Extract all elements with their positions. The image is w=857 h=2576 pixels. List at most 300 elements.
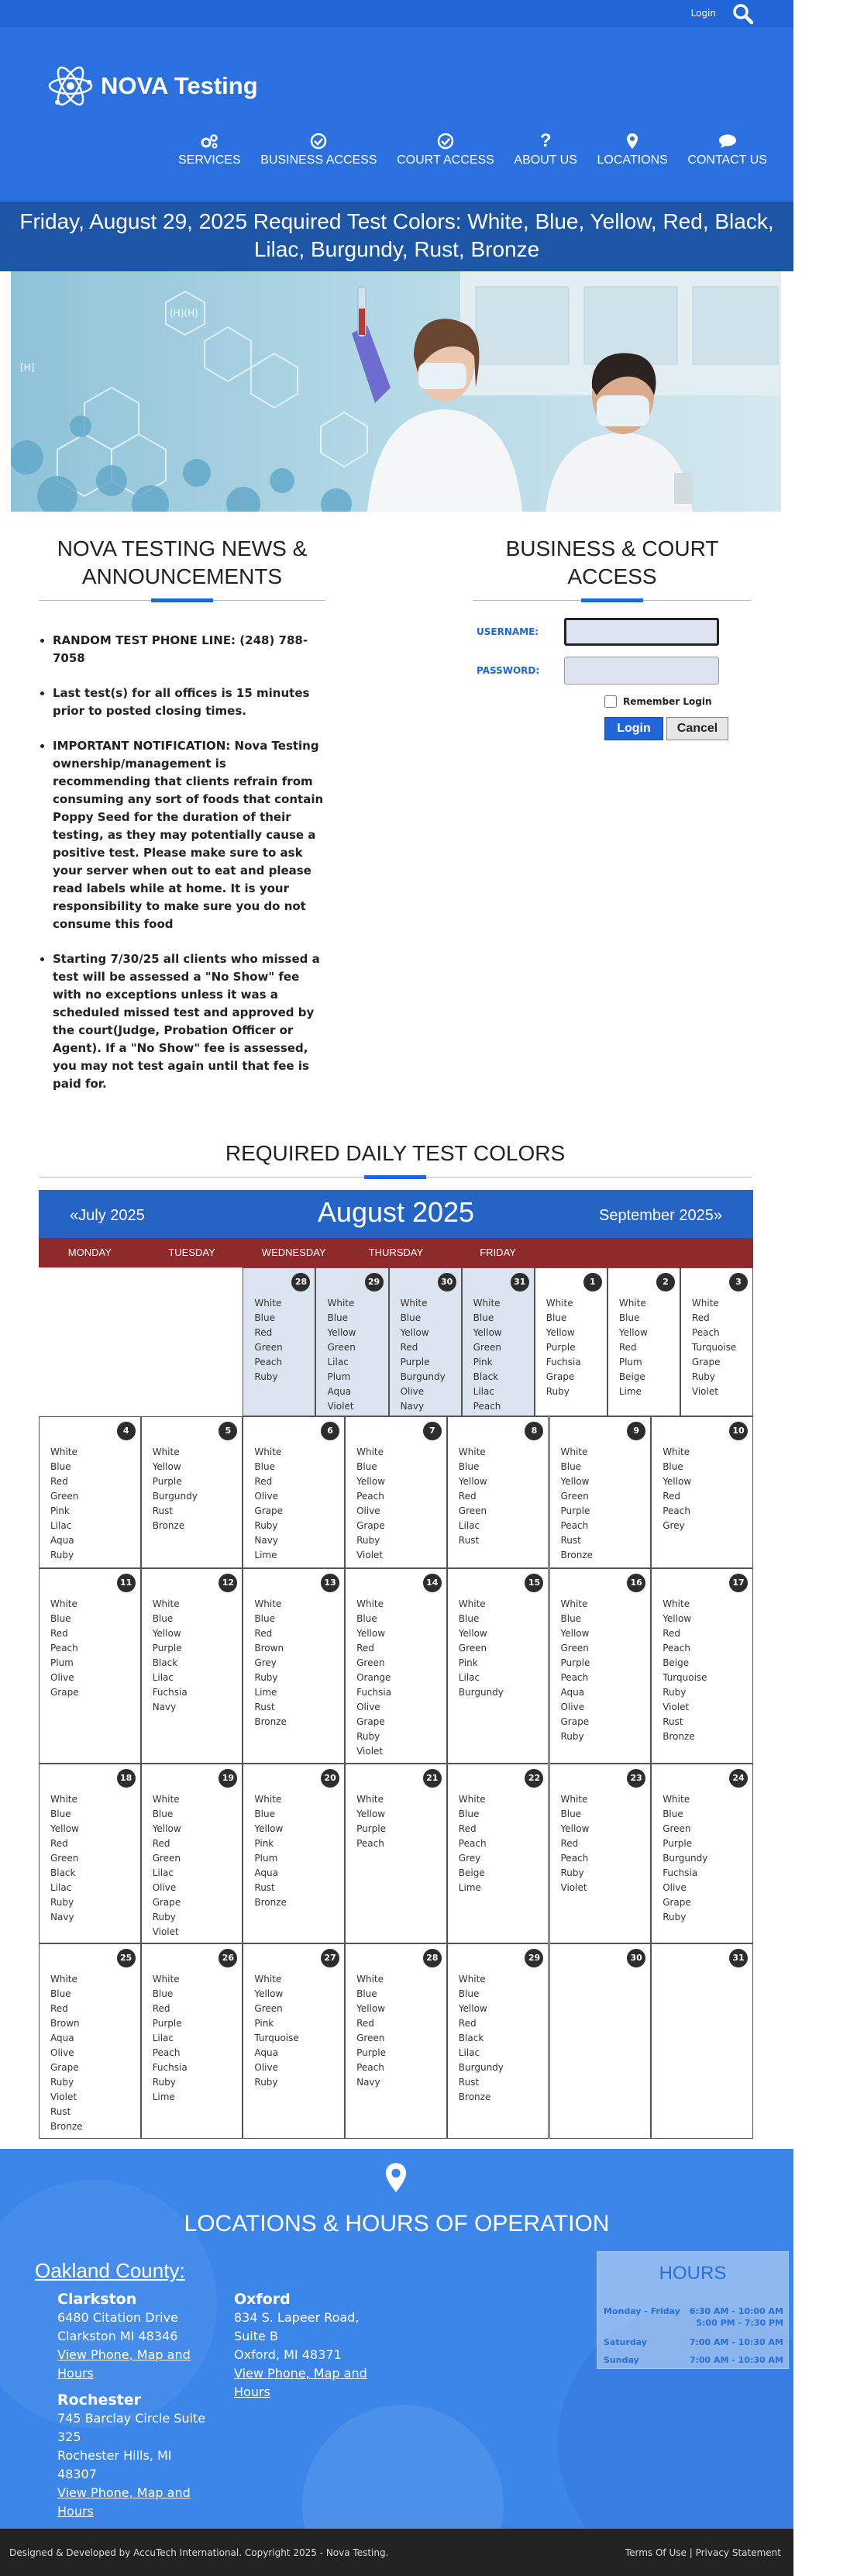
color-entry: Purple: [546, 1342, 576, 1353]
county-heading[interactable]: Oakland County:: [35, 2259, 185, 2282]
top-bar: [0, 0, 793, 27]
color-entry: Lilac: [50, 1520, 72, 1531]
day-number-badge: 7: [423, 1422, 442, 1440]
color-entry: Turquoise: [254, 2033, 299, 2043]
color-entry: Peach: [663, 1643, 690, 1654]
check-circle-icon: [437, 133, 454, 150]
color-entry: Yellow: [356, 1628, 386, 1639]
color-entry: Bronze: [560, 1550, 594, 1560]
office-link[interactable]: Hours: [57, 2366, 94, 2381]
color-entry: Red: [50, 1476, 68, 1487]
color-entry: Red: [356, 1643, 374, 1654]
day-number-badge: 24: [729, 1769, 748, 1788]
color-entry: Aqua: [50, 2033, 74, 2043]
search-icon[interactable]: [731, 3, 755, 25]
color-entry: Yellow: [356, 1809, 386, 1819]
color-entry: Lime: [254, 1687, 277, 1698]
color-entry: Purple: [356, 2047, 386, 2058]
logo[interactable]: [46, 62, 258, 110]
day-number-badge: 9: [627, 1422, 645, 1440]
color-entry: Green: [356, 2033, 385, 2043]
day-number-badge: 2: [656, 1273, 675, 1291]
terms-link[interactable]: Terms Of Use: [625, 2547, 687, 2558]
color-entry: White: [618, 1298, 646, 1309]
color-entry: Blue: [458, 1613, 480, 1624]
calendar-day: [651, 1943, 753, 2139]
color-entry: Blue: [458, 1461, 480, 1472]
color-entry: Violet: [356, 1550, 384, 1560]
nav-label: CONTACT US: [687, 153, 767, 167]
color-entry: Olive: [50, 1672, 74, 1683]
color-entry: Black: [458, 2033, 484, 2043]
color-entry: Plum: [254, 1853, 278, 1864]
day-number-badge: 12: [219, 1574, 237, 1592]
calendar-section-title: [39, 1140, 752, 1178]
color-list: [459, 1445, 487, 1548]
color-entry: White: [152, 1598, 180, 1609]
color-entry: White: [50, 1794, 77, 1805]
color-list: [663, 1792, 707, 1925]
hours-table: [604, 2306, 783, 2365]
color-entry: Red: [50, 1838, 68, 1849]
news-section: [39, 535, 325, 1110]
color-entry: Purple: [152, 1476, 182, 1487]
color-entry: Burgundy: [400, 1371, 446, 1382]
color-entry: White: [560, 1794, 588, 1805]
color-entry: Plum: [618, 1357, 642, 1367]
office-link[interactable]: View Phone, Map and: [57, 2347, 191, 2362]
color-entry: Navy: [356, 2077, 380, 2088]
calendar-day: [315, 1267, 388, 1416]
color-list: [459, 1792, 487, 1895]
hours-row: [604, 2306, 783, 2316]
color-entry: Burgundy: [458, 1687, 504, 1698]
color-list: [50, 1792, 79, 1925]
color-entry: Blue: [254, 1809, 275, 1819]
username-row: [473, 618, 752, 646]
username-input[interactable]: [564, 618, 719, 646]
color-entry: Blue: [50, 1461, 71, 1472]
day-number-badge: 21: [423, 1769, 442, 1788]
nav-label: ABOUT US: [514, 153, 577, 167]
nav-services[interactable]: [178, 132, 241, 167]
color-entry: Lime: [618, 1386, 642, 1397]
color-entry: Purple: [152, 2018, 182, 2029]
color-entry: Blue: [356, 1461, 377, 1472]
office-address: Clarkston MI 48346: [57, 2329, 178, 2343]
color-entry: Beige: [663, 1657, 690, 1668]
nav-label: COURT ACCESS: [397, 153, 494, 167]
privacy-link[interactable]: Privacy Statement: [695, 2547, 781, 2558]
color-entry: Green: [50, 1491, 79, 1502]
color-list: [561, 1597, 590, 1744]
question-icon: ?: [539, 130, 552, 151]
calendar-day: [345, 1943, 447, 2139]
color-list: [50, 1445, 78, 1563]
color-entry: Ruby: [356, 1731, 380, 1742]
color-entry: Red: [560, 1838, 579, 1849]
color-entry: Blue: [50, 1613, 71, 1624]
day-number-badge: 6: [321, 1422, 339, 1440]
calendar-day: [651, 1568, 753, 1764]
nav-about-us[interactable]: [514, 132, 577, 167]
footer-bar: [0, 2529, 793, 2576]
color-entry: Ruby: [152, 1912, 176, 1923]
color-entry: Blue: [473, 1312, 494, 1323]
color-entry: Lime: [458, 1882, 481, 1893]
color-entry: Green: [152, 1853, 181, 1864]
calendar-day: [535, 1267, 607, 1416]
title-underline: [39, 600, 325, 601]
day-number-badge: 25: [117, 1949, 136, 1967]
color-entry: Green: [560, 1643, 589, 1654]
color-entry: Green: [560, 1491, 589, 1502]
nav-label: SERVICES: [178, 153, 241, 167]
calendar-day: [447, 1943, 549, 2139]
office-link[interactable]: View Phone, Map and: [57, 2485, 191, 2500]
office-link[interactable]: View Phone, Map and: [234, 2366, 367, 2381]
calendar-day: [651, 1764, 753, 1943]
color-list: [327, 1296, 356, 1414]
color-entry: Blue: [618, 1312, 640, 1323]
calendar-day: [549, 1764, 652, 1943]
color-entry: Fuchsia: [356, 1687, 392, 1698]
office-name: Clarkston: [57, 2291, 137, 2308]
calendar-day: [680, 1267, 753, 1416]
nav-contact-us[interactable]: [687, 132, 767, 167]
color-entry: Lilac: [458, 1520, 480, 1531]
color-entry: Blue: [50, 1988, 71, 1999]
color-entry: Bronze: [50, 2121, 83, 2132]
color-entry: Rust: [254, 1882, 275, 1893]
color-entry: Rust: [663, 1716, 683, 1727]
day-number-badge: 14: [423, 1574, 442, 1592]
news-item: • Starting 7/30/25 all clients who missed a test will be assessed a "No Show" fee with no exceptions unless it was a scheduled missed test and approved by the court(Judge, Probation Officer or Agent). If a "No Show" fee is assessed, you may not test again until that fee is paid for.: [53, 950, 325, 1093]
calendar-day: [549, 1568, 652, 1764]
color-entry: White: [152, 1974, 180, 1985]
calendar-day: [243, 1267, 315, 1416]
color-entry: Green: [458, 1643, 487, 1654]
color-entry: Green: [356, 1657, 385, 1668]
office-name: Oxford: [234, 2291, 291, 2308]
color-entry: White: [356, 1974, 384, 1985]
color-entry: Ruby: [560, 1867, 584, 1878]
color-entry: White: [691, 1298, 719, 1309]
color-entry: White: [458, 1974, 486, 1985]
title-underline: [473, 600, 752, 601]
calendar-empty-cell: [141, 1267, 243, 1416]
color-entry: Ruby: [663, 1912, 687, 1923]
color-entry: Plum: [327, 1371, 351, 1382]
color-entry: Yellow: [663, 1476, 692, 1487]
color-entry: White: [50, 1974, 77, 1985]
footer-credit: Designed & Developed by AccuTech International. Copyright 2025 - Nova Testing.: [9, 2547, 389, 2558]
password-input[interactable]: [564, 657, 719, 685]
color-entry: Blue: [663, 1461, 683, 1472]
color-entry: Purple: [560, 1657, 590, 1668]
color-list: [561, 1792, 590, 1895]
office-link[interactable]: Hours: [57, 2504, 94, 2519]
calendar-day: [345, 1764, 447, 1943]
weekday-label: [651, 1238, 753, 1267]
weekday-label: MONDAY: [67, 1247, 112, 1258]
day-number-badge: 28: [423, 1949, 442, 1967]
color-entry: Blue: [560, 1461, 582, 1472]
color-entry: Red: [254, 1327, 273, 1338]
calendar-title: REQUIRED DAILY TEST COLORS: [225, 1141, 566, 1165]
color-entry: Burgundy: [458, 2062, 504, 2073]
calendar-day: [447, 1568, 549, 1764]
color-entry: White: [663, 1598, 690, 1609]
remember-checkbox[interactable]: [604, 695, 617, 708]
color-entry: Grape: [254, 1505, 283, 1516]
day-number-badge: 18: [117, 1769, 136, 1788]
login-buttons: [604, 717, 752, 740]
color-entry: Turquoise: [691, 1342, 737, 1353]
color-entry: Black: [473, 1371, 499, 1382]
nav-court-access[interactable]: [397, 132, 494, 167]
calendar-empty-cell: [39, 1267, 141, 1416]
color-list: [153, 1445, 198, 1533]
color-entry: White: [254, 1974, 282, 1985]
color-entry: Burgundy: [152, 1491, 198, 1502]
color-entry: Green: [50, 1853, 79, 1864]
color-entry: Peach: [254, 1357, 283, 1367]
color-entry: Red: [458, 2018, 477, 2029]
test-colors-banner: [0, 202, 793, 271]
hours-label: Sunday: [604, 2355, 639, 2365]
color-entry: Green: [254, 1342, 283, 1353]
nav-label: LOCATIONS: [597, 153, 668, 167]
color-list: [153, 1972, 188, 2105]
day-number-badge: 20: [321, 1769, 339, 1788]
color-entry: Rust: [254, 1702, 275, 1712]
color-entry: White: [458, 1598, 486, 1609]
color-entry: Bronze: [254, 1897, 287, 1908]
color-entry: White: [254, 1794, 282, 1805]
color-entry: Blue: [254, 1461, 275, 1472]
username-label: USERNAME:: [477, 626, 539, 637]
next-month-label: September 2025: [598, 1207, 714, 1224]
hours-title: HOURS: [659, 2263, 727, 2284]
color-entry: Grape: [50, 2062, 79, 2073]
color-entry: Navy: [152, 1702, 177, 1712]
day-number-badge: 3: [729, 1273, 748, 1291]
color-entry: Ruby: [546, 1386, 570, 1397]
color-entry: Blue: [327, 1312, 349, 1323]
color-entry: Red: [458, 1491, 477, 1502]
hours-time: 7:00 AM - 10:30 AM: [689, 2337, 783, 2347]
day-number-badge: 28: [291, 1273, 310, 1291]
access-title: BUSINESS & COURT ACCESS: [505, 536, 719, 588]
weekday-label: WEDNESDAY: [261, 1247, 326, 1258]
color-entry: Black: [50, 1867, 76, 1878]
color-entry: Grey: [663, 1520, 685, 1531]
news-item: • RANDOM TEST PHONE LINE: (248) 788-7058: [53, 632, 325, 667]
color-entry: Aqua: [327, 1386, 352, 1397]
color-list: [459, 1597, 504, 1700]
color-entry: Olive: [356, 1702, 380, 1712]
color-entry: Beige: [618, 1371, 645, 1382]
calendar-day: [447, 1764, 549, 1943]
color-entry: Red: [691, 1312, 710, 1323]
prev-month-link[interactable]: «July 2025: [70, 1207, 145, 1224]
color-entry: Blue: [458, 1988, 480, 1999]
chat-icon: [718, 133, 737, 149]
calendar-day: [243, 1416, 345, 1568]
color-entry: Orange: [356, 1672, 391, 1683]
color-entry: Ruby: [691, 1371, 716, 1382]
color-entry: Peach: [663, 1505, 690, 1516]
calendar-day: [39, 1764, 141, 1943]
remember-row: [604, 695, 752, 708]
day-number-badge: 15: [525, 1574, 543, 1592]
calendar-day: [141, 1764, 243, 1943]
lab-scientists-illustration: [11, 271, 781, 512]
color-entry: White: [356, 1794, 384, 1805]
color-entry: Lilac: [458, 1672, 480, 1683]
weekday-label: FRIDAY: [480, 1247, 516, 1258]
color-list: [473, 1296, 502, 1414]
day-number-badge: 22: [525, 1769, 543, 1788]
color-entry: Red: [663, 1628, 680, 1639]
color-entry: Yellow: [254, 1988, 284, 1999]
color-entry: Ruby: [356, 1535, 380, 1546]
color-entry: Peach: [560, 1672, 589, 1683]
color-entry: Purple: [400, 1357, 430, 1367]
calendar-day: [243, 1943, 345, 2139]
calendar: [39, 1190, 753, 2151]
color-list: [254, 1296, 282, 1385]
day-number-badge: 30: [438, 1273, 456, 1291]
calendar-day: [39, 1943, 141, 2139]
footer-links: [625, 2547, 781, 2558]
color-entry: Aqua: [254, 2047, 278, 2058]
color-entry: Olive: [254, 2062, 278, 2073]
nav-business-access[interactable]: [260, 132, 377, 167]
office-address: Suite B: [234, 2329, 278, 2343]
color-entry: Blue: [560, 1613, 582, 1624]
office-address: 834 S. Lapeer Road,: [234, 2310, 360, 2325]
color-entry: Grey: [254, 1657, 277, 1668]
color-list: [663, 1445, 691, 1533]
weekday-label: THURSDAY: [368, 1247, 424, 1258]
color-entry: Yellow: [327, 1327, 356, 1338]
password-label: PASSWORD:: [477, 665, 540, 676]
color-entry: Blue: [663, 1809, 683, 1819]
color-entry: Grape: [356, 1716, 385, 1727]
color-entry: Rust: [50, 2106, 71, 2117]
color-list: [356, 1445, 385, 1563]
day-number-badge: 10: [729, 1422, 748, 1440]
calendar-day: [39, 1416, 141, 1568]
color-entry: Blue: [400, 1312, 422, 1323]
color-entry: Yellow: [458, 1628, 487, 1639]
color-list: [561, 1445, 594, 1563]
login-link[interactable]: Login: [690, 8, 716, 19]
color-entry: Blue: [356, 1988, 377, 1999]
calendar-day: [389, 1267, 462, 1416]
calendar-day: [243, 1568, 345, 1764]
login-button[interactable]: Login: [604, 717, 663, 740]
color-entry: Blue: [546, 1312, 567, 1323]
atom-logo-icon: [46, 62, 95, 110]
office-address: 745 Barclay Circle Suite: [57, 2411, 206, 2426]
day-number-badge: 1: [583, 1273, 602, 1291]
color-entry: Grey: [458, 1853, 481, 1864]
office-link[interactable]: Hours: [234, 2385, 270, 2399]
color-entry: Peach: [458, 1838, 487, 1849]
hero-watermark: [H]: [20, 362, 35, 373]
map-pin-icon: [626, 133, 638, 150]
calendar-day: [141, 1568, 243, 1764]
color-entry: White: [50, 1447, 77, 1457]
calendar-day: [607, 1267, 680, 1416]
day-number-badge: 27: [321, 1949, 339, 1967]
color-entry: Lilac: [152, 2033, 174, 2043]
color-entry: Lilac: [152, 1672, 174, 1683]
color-entry: Yellow: [560, 1476, 590, 1487]
check-circle-icon: [310, 133, 327, 150]
color-entry: Olive: [560, 1702, 585, 1712]
color-entry: White: [473, 1298, 501, 1309]
color-list: [459, 1972, 504, 2105]
day-number-badge: 5: [219, 1422, 237, 1440]
color-list: [356, 1972, 386, 2090]
color-entry: Peach: [356, 2062, 384, 2073]
color-entry: Peach: [560, 1853, 589, 1864]
color-entry: Ruby: [254, 1520, 278, 1531]
color-entry: Grape: [560, 1716, 590, 1727]
day-number-badge: 8: [525, 1422, 543, 1440]
color-entry: Yellow: [546, 1327, 575, 1338]
color-entry: Red: [400, 1342, 418, 1353]
cancel-button[interactable]: Cancel: [666, 717, 728, 740]
color-entry: Purple: [560, 1505, 590, 1516]
color-entry: Grape: [152, 1897, 181, 1908]
access-section: [473, 535, 752, 740]
color-entry: Red: [152, 1838, 170, 1849]
color-entry: Blue: [152, 1613, 174, 1624]
color-entry: White: [560, 1598, 588, 1609]
color-entry: White: [458, 1447, 486, 1457]
color-entry: Red: [254, 1628, 273, 1639]
color-entry: White: [152, 1794, 180, 1805]
color-entry: White: [356, 1598, 384, 1609]
news-title-line: ANNOUNCEMENTS: [81, 564, 283, 588]
color-entry: Brown: [254, 1643, 284, 1654]
color-entry: Rust: [152, 1505, 174, 1516]
color-entry: Blue: [50, 1809, 71, 1819]
color-entry: Lime: [254, 1550, 277, 1560]
color-entry: Blue: [356, 1613, 377, 1624]
color-entry: Pink: [458, 1657, 478, 1668]
color-entry: Violet: [691, 1386, 718, 1397]
map-pin-icon: [384, 2160, 408, 2195]
color-entry: White: [50, 1598, 77, 1609]
next-month-link[interactable]: September 2025»: [598, 1207, 722, 1224]
color-entry: White: [356, 1447, 384, 1457]
calendar-day: [345, 1416, 447, 1568]
nav-locations[interactable]: [597, 132, 668, 167]
color-list: [153, 1792, 181, 1940]
color-list: [356, 1792, 386, 1851]
news-item: • Last test(s) for all offices is 15 minutes prior to posted closing times.: [53, 685, 325, 720]
color-list: [254, 1597, 287, 1729]
title-underline: [39, 1177, 752, 1178]
news-list: [39, 632, 325, 1093]
calendar-day: [345, 1568, 447, 1764]
